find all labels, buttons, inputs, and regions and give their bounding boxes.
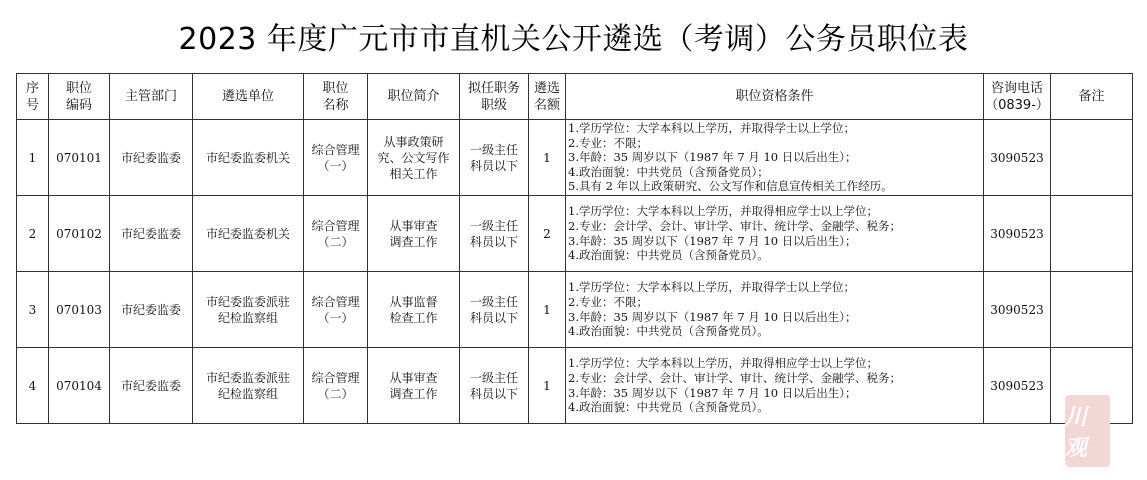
cell-intro [368, 348, 460, 424]
cell-intro-line: 相关工作 [389, 166, 438, 181]
cell-unit [193, 272, 304, 348]
requirement-line: 2.专业：会计学、会计、审计学、审计、统计学、金融学、税务； [568, 218, 901, 233]
table-row [17, 196, 1133, 272]
requirement-line: 4.政治面貌：中共党员（含预备党员）。 [568, 324, 769, 339]
header-rank [460, 74, 529, 120]
cell-requirements [566, 348, 984, 424]
cell-quota: 2 [529, 196, 566, 272]
cell-name [304, 120, 368, 196]
header-code [49, 74, 110, 120]
cell-rank-line: 科员以下 [469, 310, 518, 325]
cell-phone: 3090523 [984, 348, 1051, 424]
cell-seq: 3 [17, 272, 49, 348]
cell-note [1051, 272, 1133, 348]
cell-seq: 4 [17, 348, 49, 424]
cell-name-line: 综合管理 [311, 294, 360, 309]
requirement-line: 2.专业：会计学、会计、审计学、审计、统计学、金融学、税务； [568, 370, 901, 385]
cell-rank-line: 科员以下 [469, 158, 518, 173]
header-code-line: 编码 [65, 97, 92, 113]
cell-name-line: 综合管理 [311, 142, 360, 157]
cell-name-line: （一） [317, 158, 354, 173]
header-quota-line: 名额 [533, 97, 560, 113]
header-dept: 主管部门 [110, 74, 193, 120]
cell-seq: 2 [17, 196, 49, 272]
requirement-line: 5.具有 2 年以上政策研究、公文写作和信息宣传相关工作经历。 [568, 179, 893, 194]
requirement-line: 2.专业：不限； [568, 294, 648, 309]
cell-intro-line: 究、公文写作 [377, 150, 450, 165]
header-seq-line: 号 [25, 97, 39, 113]
cell-unit-line: 市纪委监委派驻 [205, 370, 290, 385]
header-seq [17, 74, 49, 120]
header-note: 备注 [1051, 74, 1133, 120]
header-seq-line: 序 [25, 80, 39, 96]
cell-code: 070103 [49, 272, 110, 348]
cell-requirements [566, 196, 984, 272]
header-quota [529, 74, 566, 120]
requirement-line: 3.年龄：35 周岁以下（1987 年 7 月 10 日以后出生）； [568, 309, 857, 324]
requirement-line: 1.学历学位：大学本科以上学历，并取得相应学士以上学位； [568, 356, 878, 371]
cell-rank [460, 196, 529, 272]
requirement-line: 4.政治面貌：中共党员（含预备党员）。 [568, 400, 769, 415]
header-phone-line: 咨询电话 [990, 80, 1043, 96]
requirement-line: 1.学历学位：大学本科以上学历，并取得学士以上学位； [568, 280, 855, 295]
cell-name [304, 272, 368, 348]
cell-rank-line: 一级主任 [469, 370, 518, 385]
cell-name-line: 综合管理 [311, 370, 360, 385]
requirement-line: 1.学历学位：大学本科以上学历，并取得学士以上学位； [568, 121, 855, 136]
cell-intro-line: 调查工作 [389, 386, 438, 401]
cell-requirements [566, 120, 984, 196]
cell-rank [460, 272, 529, 348]
cell-rank-line: 一级主任 [469, 142, 518, 157]
cell-code: 070104 [49, 348, 110, 424]
cell-unit-line: 市纪委监委机关 [205, 226, 290, 241]
cell-phone: 3090523 [984, 120, 1051, 196]
cell-rank-line: 一级主任 [469, 218, 518, 233]
header-req: 职位资格条件 [566, 74, 984, 120]
cell-intro-line: 从事审查 [389, 218, 438, 233]
cell-intro [368, 120, 460, 196]
header-phone-line: （0839-） [985, 97, 1049, 113]
cell-name-line: （二） [317, 386, 354, 401]
cell-intro-line: 从事政策研 [383, 134, 444, 149]
cell-quota: 1 [529, 120, 566, 196]
cell-name [304, 348, 368, 424]
table-row [17, 120, 1133, 196]
cell-dept: 市纪委监委 [110, 348, 193, 424]
cell-dept: 市纪委监委 [110, 196, 193, 272]
cell-name-line: （二） [317, 234, 354, 249]
cell-unit [193, 196, 304, 272]
requirement-line: 3.年龄：35 周岁以下（1987 年 7 月 10 日以后出生）； [568, 385, 857, 400]
cell-quota: 1 [529, 348, 566, 424]
header-code-line: 职位 [65, 80, 92, 96]
cell-code: 070101 [49, 120, 110, 196]
cell-phone: 3090523 [984, 196, 1051, 272]
cell-unit [193, 120, 304, 196]
cell-unit-line: 市纪委监委机关 [205, 150, 290, 165]
cell-code: 070102 [49, 196, 110, 272]
cell-unit-line: 纪检监察组 [217, 310, 278, 325]
cell-intro-line: 从事审查 [389, 370, 438, 385]
header-rank-line: 拟任职务 [467, 80, 520, 96]
positions-table [16, 73, 1133, 424]
cell-unit [193, 348, 304, 424]
cell-requirements [566, 272, 984, 348]
cell-dept: 市纪委监委 [110, 120, 193, 196]
requirement-line: 4.政治面貌：中共党员（含预备党员）。 [568, 248, 769, 263]
cell-intro-line: 从事监督 [389, 294, 438, 309]
cell-rank [460, 120, 529, 196]
header-name-line: 职位 [322, 80, 349, 96]
cell-intro-line: 检查工作 [389, 310, 438, 325]
header-name-line: 名称 [322, 97, 349, 113]
requirement-line: 4.政治面貌：中共党员（含预备党员）； [568, 164, 769, 179]
cell-rank [460, 348, 529, 424]
cell-unit-line: 纪检监察组 [217, 386, 278, 401]
header-phone [984, 74, 1051, 120]
cell-note [1051, 196, 1133, 272]
cell-intro [368, 196, 460, 272]
header-row [17, 74, 1133, 120]
cell-name-line: 综合管理 [311, 218, 360, 233]
header-rank-line: 职级 [480, 97, 507, 113]
cell-rank-line: 一级主任 [469, 294, 518, 309]
header-quota-line: 遴选 [533, 80, 560, 96]
requirement-line: 3.年龄：35 周岁以下（1987 年 7 月 10 日以后出生）； [568, 233, 857, 248]
header-intro: 职位简介 [368, 74, 460, 120]
cell-intro-line: 调查工作 [389, 234, 438, 249]
requirement-line: 2.专业：不限； [568, 135, 648, 150]
cell-rank-line: 科员以下 [469, 386, 518, 401]
cell-name [304, 196, 368, 272]
cell-intro [368, 272, 460, 348]
cell-unit-line: 市纪委监委派驻 [205, 294, 290, 309]
page-title: 2023 年度广元市市直机关公开遴选（考调）公务员职位表 [178, 22, 969, 57]
watermark-logo: 川观 [1065, 395, 1110, 467]
header-unit: 遴选单位 [193, 74, 304, 120]
cell-quota: 1 [529, 272, 566, 348]
cell-seq: 1 [17, 120, 49, 196]
header-name [304, 74, 368, 120]
cell-rank-line: 科员以下 [469, 234, 518, 249]
requirement-line: 3.年龄：35 周岁以下（1987 年 7 月 10 日以后出生）； [568, 150, 857, 165]
cell-dept: 市纪委监委 [110, 272, 193, 348]
cell-note [1051, 120, 1133, 196]
requirement-line: 1.学历学位：大学本科以上学历，并取得相应学士以上学位； [568, 204, 878, 219]
cell-phone: 3090523 [984, 272, 1051, 348]
table-row [17, 272, 1133, 348]
table-row [17, 348, 1133, 424]
cell-name-line: （一） [317, 310, 354, 325]
